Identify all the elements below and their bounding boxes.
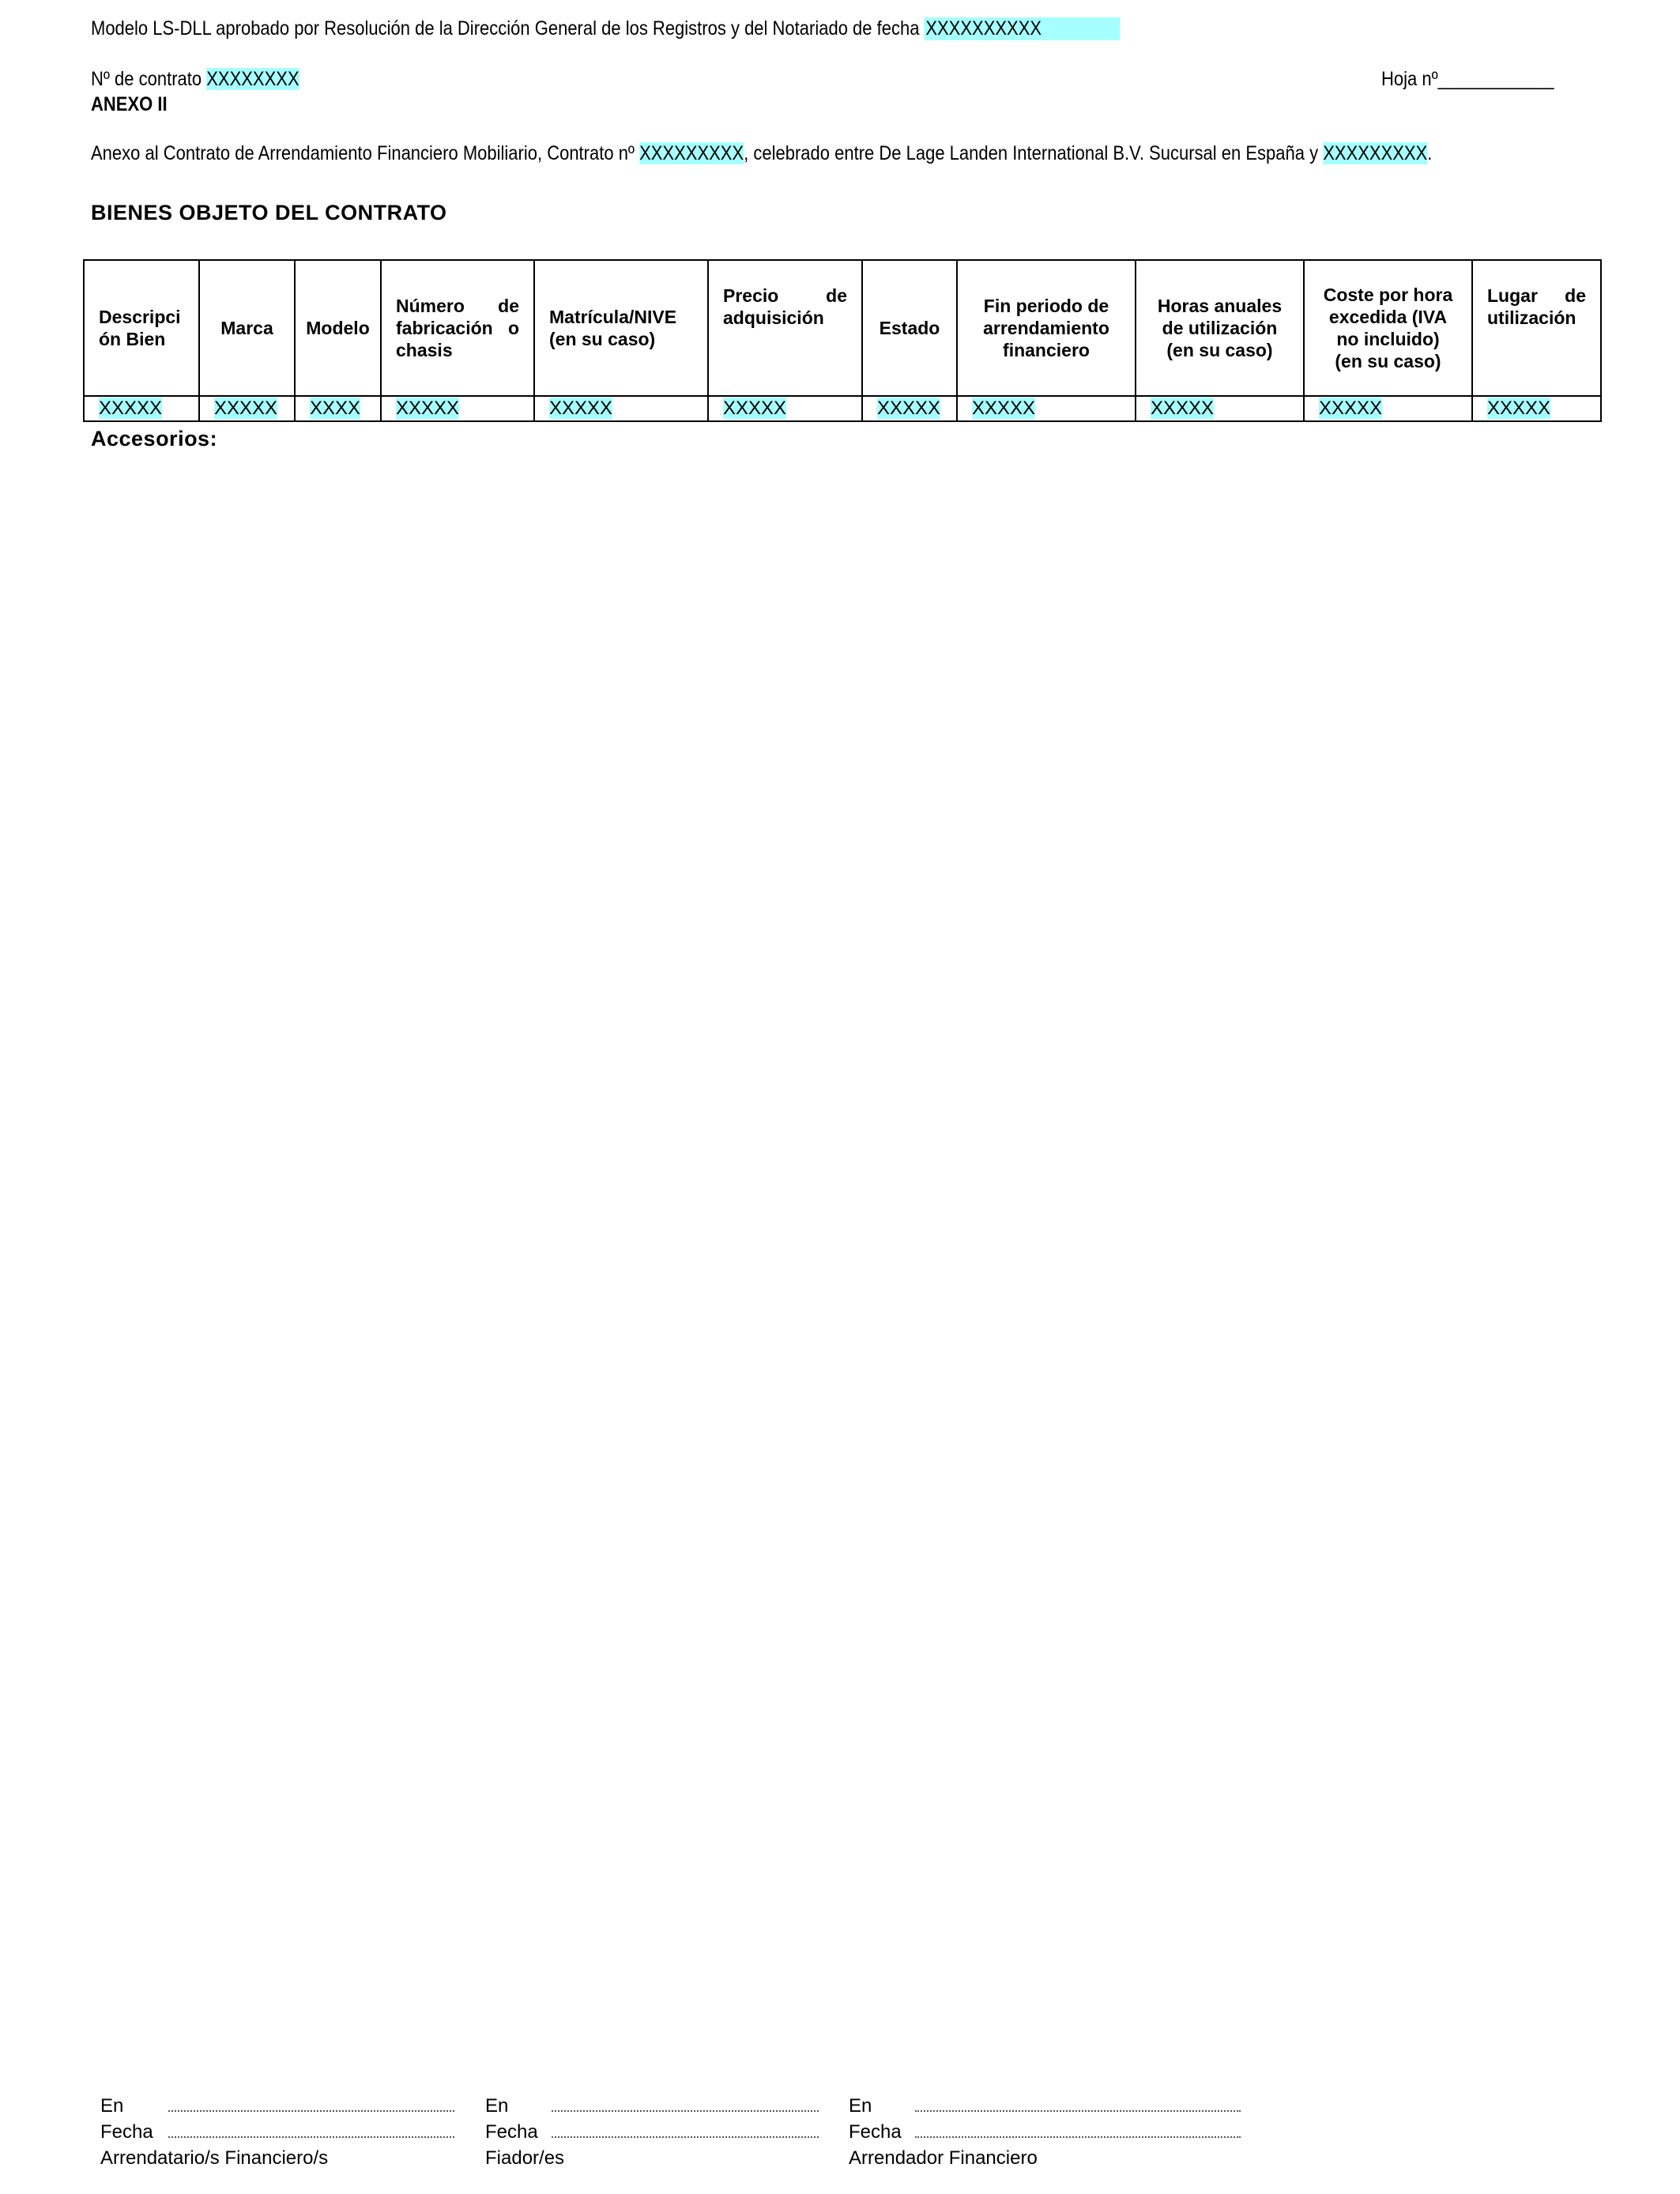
role-label: Arrendatario/s Financiero/s bbox=[100, 2147, 329, 2169]
date-label: Fecha bbox=[849, 2121, 902, 2143]
contract-number-field[interactable]: XXXXXXXX bbox=[206, 68, 299, 90]
cell-numero-fabricacion[interactable] bbox=[381, 396, 534, 421]
date-row bbox=[849, 2119, 1260, 2145]
cell-value: XXXXX bbox=[877, 398, 941, 419]
intro-paragraph bbox=[91, 142, 1432, 165]
header-line: Lugar de bbox=[1487, 285, 1586, 306]
signature-block-fiador bbox=[485, 2093, 825, 2171]
model-approval-text: Modelo LS-DLL aprobado por Resolución de la Dirección General de los Registros y del Notariado de fecha bbox=[91, 17, 920, 40]
header-line: utilización bbox=[1487, 307, 1576, 328]
cell-fin-periodo[interactable] bbox=[957, 396, 1136, 421]
date-label: Fecha bbox=[485, 2121, 538, 2143]
header-coste-hora bbox=[1304, 260, 1472, 396]
header-line: Fin periodo de bbox=[983, 296, 1109, 316]
header-horas-anuales bbox=[1136, 260, 1304, 396]
header-line: (en su caso) bbox=[549, 329, 656, 349]
annex-title: ANEXO II bbox=[91, 93, 168, 115]
role-label: Arrendador Financiero bbox=[849, 2147, 1038, 2169]
place-field[interactable] bbox=[915, 2110, 1241, 2112]
cell-descripcion[interactable] bbox=[84, 396, 199, 421]
header-estado: Estado bbox=[862, 260, 957, 396]
place-row bbox=[485, 2093, 825, 2119]
place-field[interactable] bbox=[552, 2110, 819, 2112]
header-modelo: Modelo bbox=[295, 260, 381, 396]
cell-value: XXXXX bbox=[214, 398, 278, 419]
date-label: Fecha bbox=[100, 2121, 153, 2143]
cell-matricula[interactable] bbox=[534, 396, 708, 421]
header-line: adquisición bbox=[723, 307, 824, 328]
place-row bbox=[849, 2093, 1260, 2119]
table-header-row bbox=[84, 260, 1601, 396]
header-line: chasis bbox=[396, 340, 453, 360]
intro-text-1: Anexo al Contrato de Arrendamiento Financiero Mobiliario, Contrato nº bbox=[91, 142, 635, 164]
cell-value: XXXXX bbox=[1151, 398, 1215, 419]
place-label: En bbox=[485, 2095, 509, 2117]
header-line: ón Bien bbox=[99, 329, 166, 349]
header-line: financiero bbox=[1003, 340, 1090, 360]
cell-value: XXXXX bbox=[396, 398, 460, 419]
sheet-number-label: Hoja nº bbox=[1381, 68, 1438, 90]
cell-precio[interactable] bbox=[708, 396, 862, 421]
cell-marca[interactable] bbox=[199, 396, 295, 421]
header-line: fabricación o bbox=[396, 318, 519, 338]
header-line: Precio de bbox=[723, 285, 847, 306]
intro-text-3: . bbox=[1427, 142, 1433, 164]
header-lugar bbox=[1472, 260, 1601, 396]
cell-value: XXXX bbox=[310, 398, 361, 419]
date-row bbox=[485, 2119, 825, 2145]
cell-modelo[interactable] bbox=[295, 396, 381, 421]
header-line: excedida (IVA bbox=[1328, 307, 1448, 327]
header-line: Horas anuales bbox=[1157, 296, 1283, 316]
cell-value: XXXXX bbox=[99, 398, 163, 419]
intro-counterparty[interactable]: XXXXXXXXX bbox=[1323, 142, 1428, 164]
cell-value: XXXXX bbox=[972, 398, 1036, 419]
header-numero-fabricacion bbox=[381, 260, 534, 396]
table-row bbox=[84, 396, 1601, 421]
assets-table bbox=[83, 259, 1602, 422]
header-line: Descripci bbox=[99, 307, 181, 327]
header-line: Coste por hora bbox=[1323, 285, 1453, 305]
accessories-label: Accesorios: bbox=[91, 427, 218, 450]
date-field[interactable] bbox=[168, 2136, 454, 2138]
section-title: BIENES OBJETO DEL CONTRATO bbox=[91, 201, 447, 224]
model-approval-line bbox=[91, 17, 1121, 40]
cell-value: XXXXX bbox=[1487, 398, 1551, 419]
place-field[interactable] bbox=[168, 2110, 454, 2112]
intro-text-2: , celebrado entre De Lage Landen International B.V. Sucursal en España y bbox=[744, 142, 1319, 164]
header-line: Número de bbox=[396, 296, 519, 316]
date-field[interactable] bbox=[915, 2136, 1241, 2138]
contract-number-label: Nº de contrato bbox=[91, 68, 202, 90]
cell-lugar[interactable] bbox=[1472, 396, 1601, 421]
header-line: (en su caso) bbox=[1335, 351, 1441, 371]
place-label: En bbox=[849, 2095, 872, 2117]
cell-value: XXXXX bbox=[1319, 398, 1383, 419]
header-descripcion bbox=[84, 260, 199, 396]
header-precio bbox=[708, 260, 862, 396]
signature-block-arrendador bbox=[849, 2093, 1260, 2171]
header-line: de utilización bbox=[1162, 318, 1278, 338]
header-line: arrendamiento bbox=[983, 318, 1109, 338]
intro-contract-number[interactable]: XXXXXXXXX bbox=[639, 142, 744, 164]
signature-block-arrendatario bbox=[100, 2093, 464, 2171]
cell-value: XXXXX bbox=[723, 398, 787, 419]
cell-horas-anuales[interactable] bbox=[1136, 396, 1304, 421]
sheet-number-field[interactable]: ____________ bbox=[1437, 68, 1554, 90]
header-line: Matrícula/NIVE bbox=[549, 307, 677, 327]
role-label: Fiador/es bbox=[485, 2147, 565, 2169]
header-marca: Marca bbox=[199, 260, 295, 396]
header-line: (en su caso) bbox=[1166, 340, 1273, 360]
header-line: no incluido) bbox=[1336, 329, 1440, 349]
place-row bbox=[100, 2093, 464, 2119]
contract-number-line bbox=[91, 68, 299, 91]
cell-estado[interactable] bbox=[862, 396, 957, 421]
cell-coste-hora[interactable] bbox=[1304, 396, 1472, 421]
header-matricula bbox=[534, 260, 708, 396]
cell-value: XXXXX bbox=[549, 398, 613, 419]
sheet-number-line bbox=[1381, 68, 1554, 91]
model-date-placeholder[interactable]: XXXXXXXXXX bbox=[925, 17, 1121, 40]
date-field[interactable] bbox=[552, 2136, 819, 2138]
header-fin-periodo bbox=[957, 260, 1136, 396]
place-label: En bbox=[100, 2095, 124, 2117]
date-row bbox=[100, 2119, 464, 2145]
